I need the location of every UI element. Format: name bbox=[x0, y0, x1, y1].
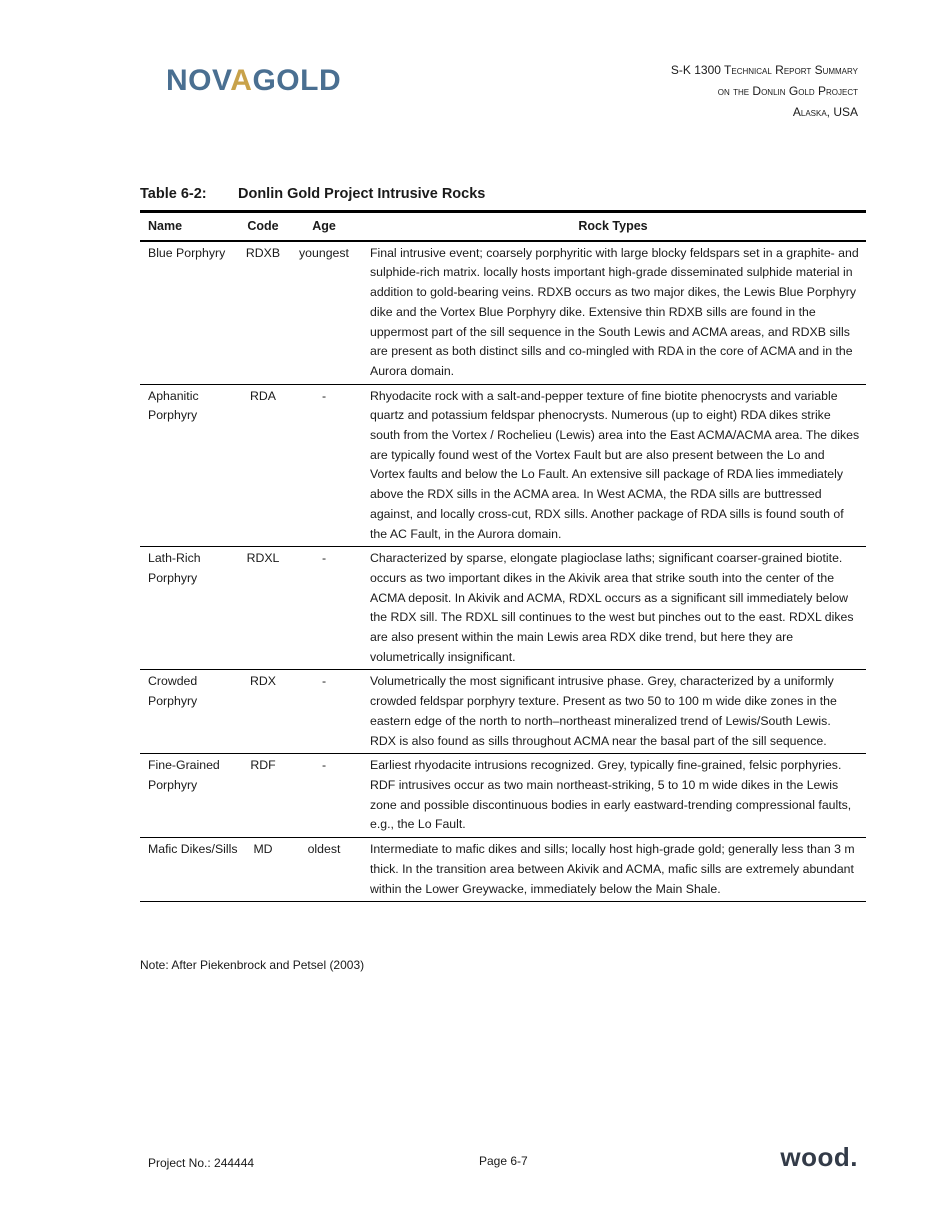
cell-code: RDXL bbox=[238, 547, 288, 670]
page-number: Page 6-7 bbox=[479, 1154, 528, 1168]
report-header-line: Alaska, USA bbox=[792, 105, 858, 119]
cell-rock-types: Final intrusive event; coarsely porphyritic with large blocky feldspars set in a graphite- and sulphide-rich matrix. locally hosts important high-grade disseminated sulphide material in addition to gold-bearing veins. RDXB occurs as two major dikes, the Lewis Blue Porphyry dike and the Vortex Blue Porphyry dike. Extensive thin RDXB sills are found in the uppermost part of the sill sequence in the South Lewis and ACMA areas, and RDXB sills are present as both distinct sills and co-mingled with RDA in the core of ACMA and in the Aurora domain. bbox=[360, 241, 866, 384]
project-number: Project No.: 244444 bbox=[148, 1156, 255, 1170]
cell-rock-types: Characterized by sparse, elongate plagioclase laths; significant coarser-grained biotite. occurs as two important dikes in the Akivik area that strike south into the center of the ACMA deposit. In Akivik and ACMA, RDXL occurs as a significant sill immediately below the RDX sill. The RDXL sill continues to the west but pinches out to the east. RDXL dikes are also present within the main Lewis area RDX dike trend, but here they are volumetrically insignificant. bbox=[360, 547, 866, 670]
cell-code: RDA bbox=[238, 384, 288, 547]
table-row bbox=[140, 838, 866, 902]
wood-logo: wood. bbox=[780, 1142, 858, 1172]
novagold-logo: NOVAGOLD bbox=[166, 64, 342, 97]
table-row bbox=[140, 241, 866, 384]
column-header-code: Code bbox=[238, 212, 288, 241]
column-header-rock-types: Rock Types bbox=[360, 212, 866, 241]
cell-age: - bbox=[288, 384, 360, 547]
cell-code: RDF bbox=[238, 754, 288, 838]
table-row bbox=[140, 384, 866, 547]
table-note: Note: After Piekenbrock and Petsel (2003) bbox=[140, 958, 365, 972]
table-row bbox=[140, 754, 866, 838]
cell-name: Crowded Porphyry bbox=[140, 670, 238, 754]
cell-rock-types: Rhyodacite rock with a salt-and-pepper texture of fine biotite phenocrysts and variable quartz and potassium feldspar phenocrysts. Numerous (up to eight) RDA dikes strike south from the Vortex / Rochelieu (Lewis) area into the East ACMA/ACMA area. The dikes are typically found west of the Vortex Fault but are also present between the Lo and Vortex faults and below the Lo Fault. An extensive sill package of RDA lies immediately above the RDX sills in the ACMA area. In West ACMA, the RDA sills are buttressed against, and locally cross-cut, RDX sills. Another package of RDA sills is found south of the AC Fault, in the Aurora domain. bbox=[360, 384, 866, 547]
table-header-row bbox=[140, 212, 866, 241]
cell-name: Blue Porphyry bbox=[140, 241, 238, 384]
column-header-age: Age bbox=[288, 212, 360, 241]
cell-age: - bbox=[288, 547, 360, 670]
cell-rock-types: Intermediate to mafic dikes and sills; locally host high-grade gold; generally less than 3 m thick. In the transition area between Akivik and ACMA, mafic sills are extremely abundant within the Lower Greywacke, immediately below the Main Shale. bbox=[360, 838, 866, 902]
cell-name: Mafic Dikes/Sills bbox=[140, 838, 238, 902]
table-number: Table 6-2: bbox=[140, 186, 207, 202]
table-title: Donlin Gold Project Intrusive Rocks bbox=[238, 186, 486, 202]
cell-name: Lath-Rich Porphyry bbox=[140, 547, 238, 670]
table-caption bbox=[140, 186, 485, 202]
cell-age: oldest bbox=[288, 838, 360, 902]
cell-age: - bbox=[288, 670, 360, 754]
cell-code: MD bbox=[238, 838, 288, 902]
report-header bbox=[671, 60, 858, 123]
logo-accent-letter: A bbox=[230, 64, 253, 97]
cell-rock-types: Earliest rhyodacite intrusions recognized. Grey, typically fine-grained, felsic porphyries. RDF intrusives occur as two main northeast-striking, 5 to 10 m wide dikes in the Lewis zone and possible discontinuous bodies in early eastward-trending compressional faults, e.g., the Lo Fault. bbox=[360, 754, 866, 838]
cell-name: Fine-Grained Porphyry bbox=[140, 754, 238, 838]
table-row bbox=[140, 670, 866, 754]
report-header-line: on the Donlin Gold Project bbox=[717, 84, 858, 98]
column-header-name: Name bbox=[140, 212, 238, 241]
report-header-line: S-K 1300 Technical Report Summary bbox=[670, 63, 858, 77]
cell-code: RDX bbox=[238, 670, 288, 754]
intrusive-rocks-table bbox=[140, 210, 866, 902]
cell-code: RDXB bbox=[238, 241, 288, 384]
cell-name: Aphanitic Porphyry bbox=[140, 384, 238, 547]
cell-rock-types: Volumetrically the most significant intrusive phase. Grey, characterized by a uniformly crowded feldspar porphyry texture. Present as two 50 to 100 m wide dike zones in the eastern edge of the north to north–northeast mineralized trend of Lewis/South Lewis. RDX is also found as sills throughout ACMA near the basal part of the sill sequence. bbox=[360, 670, 866, 754]
table-row bbox=[140, 547, 866, 670]
cell-age: - bbox=[288, 754, 360, 838]
cell-age: youngest bbox=[288, 241, 360, 384]
